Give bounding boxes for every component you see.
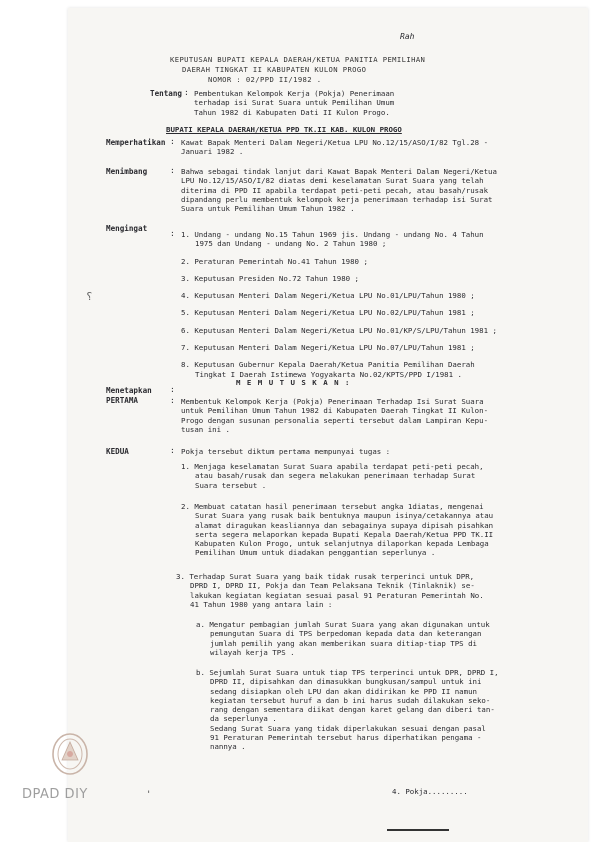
menimbang-label: Menimbang (106, 167, 148, 176)
list-item: a. Mengatur pembagian jumlah Surat Suara yang akan digunakan untuk (196, 620, 490, 629)
list-item: 4. Keputusan Menteri Dalam Negeri/Ketua LPU No.01/LPU/Tahun 1980 ; (181, 291, 475, 301)
menimbang-text: Bahwa sebagai tindak lanjut dari Kawat Bapak Menteri Dalam Negeri/Ketua LPU No.12/15/ASO/I/82 diatas demi keselamatan Surat Suara yang telah diterima di PPD II apabila terdapat peti-peti pecah, atau basah/rusak dipandang perlu membentuk kelompok kerja penerimaan terhadap isi Surat Suara untuk Pemilihan Umum Tahun 1982 . (181, 167, 497, 214)
corner-note: Rah (400, 32, 415, 41)
header-line-2: DAERAH TINGKAT II KABUPATEN KULON PROGO (182, 65, 367, 74)
header-line-1: KEPUTUSAN BUPATI KEPALA DAERAH/KETUA PANITIA PEMILIHAN (170, 55, 426, 64)
pertama-label: PERTAMA (106, 396, 139, 405)
kedua-subitem-a: a. Mengatur pembagian jumlah Surat Suara yang akan digunakan untuk pemungutan Suara di TPS berpedoman kepada data dan keterangan jumlah pemilih yang akan memberikan suara ditiap-tiap TPS di wilayah kerja TPS . (196, 620, 490, 657)
kedua-intro: Pokja tersebut diktum pertama mempunyai tugas : (181, 447, 391, 456)
official-line: BUPATI KEPALA DAERAH/KETUA PPD TK.II KAB. KULON PROGO (166, 125, 402, 134)
list-item: 8. Keputusan Gubernur Kepala Daerah/Ketua Panitia Pemilihan Daerah (181, 360, 475, 370)
ink-mark-icon: ' (146, 790, 152, 800)
tentang-colon: : (184, 88, 189, 97)
list-item: 2. Peraturan Pemerintah No.41 Tahun 1980 ; (181, 256, 368, 266)
memperhatikan-text: Kawat Bapak Menteri Dalam Negeri/Ketua LPU No.12/15/ASO/I/82 Tgl.28 - Januari 1982 . (181, 138, 489, 157)
kedua-item-3: 3. Terhadap Surat Suara yang baik tidak rusak terperinci untuk DPR, DPRD I, DPRD II, Pokja dan Team Pelaksana Teknik (Tinlaknik) se- lakukan kegiatan kegiatan sesuai pasal 91 Peraturan Pemerintah No. 41 Tahun 1980 yang antara lain : (176, 572, 484, 609)
memperhatikan-label: Memperhatikan (106, 138, 166, 147)
punch-hole-mark-icon: ⸮ (86, 290, 93, 303)
kedua-item-2: 2. Membuat catatan hasil penerimaan tersebut angka 1diatas, mengenai Surat Suara yang rusak baik bentuknya maupun isinya/cetakannya atau alamat diragukan keasliannya dan sebagainya supaya dipisah pisahkan serta segera melaporkan kepada Bupati Kepala Daerah/Ketua PPD TK.II Kabupaten Kulon Progo, untuk selanjutnya dilaporkan kepada Lembaga Pemilihan Umum untuk diadakan penggantian seperlunya . (181, 502, 494, 558)
list-item: 1. Undang - undang No.15 Tahun 1969 jis. Undang - undang No. 4 Tahun (181, 230, 484, 239)
list-item: b. Sejumlah Surat Suara untuk tiap TPS terperinci untuk DPR, DPRD I, (196, 668, 499, 677)
kedua-item-1: 1. Menjaga keselamatan Surat Suara apabila terdapat peti-peti pecah, atau basah/rusak dan segera melakukan penerimaan terhadap Surat Suara tersebut . (181, 462, 484, 490)
tentang-label: Tentang (150, 89, 183, 98)
list-item: 2. Membuat catatan hasil penerimaan tersebut angka 1diatas, mengenai (181, 502, 484, 511)
kedua-subitem-b: b. Sejumlah Surat Suara untuk tiap TPS terperinci untuk DPR, DPRD I, DPRD II, dipisahkan dan dimasukkan bungkusan/sampul untuk ini sedang disiapkan oleh LPU dan akan didirikan ke PPD II namun kegiatan tersebut huruf a dan b ini harus sudah dilakukan seko- rang dengan sementara diikat dengan karet gelang dan diberi tan- da seperlunya . Sedang Surat Suara yang tidak diperlakukan sesuai dengan pasal 91 Peraturan Pemerintah tersebut harus diperhatikan pengama - nannya . (196, 668, 499, 752)
list-item: 3. Terhadap Surat Suara yang baik tidak rusak terperinci untuk DPR, (176, 572, 475, 581)
decision-heading: M E M U T U S K A N : (236, 378, 351, 387)
mengingat-label: Mengingat (106, 224, 148, 233)
kedua-label: KEDUA (106, 447, 129, 456)
watermark: DPAD DIY (22, 787, 88, 802)
pertama-text: Membentuk Kelompok Kerja (Pokja) Penerimaan Terhadap Isi Surat Suara untuk Pemilihan Umum Tahun 1982 di Kabupaten Daerah Tingkat II Kulon- Progo dengan susunan personalia seperti tersebut dalam Lampiran Kepu- tusan ini . (181, 397, 489, 434)
list-item: 6. Keputusan Menteri Dalam Negeri/Ketua LPU No.01/KP/S/LPU/Tahun 1981 ; (181, 325, 497, 335)
continuation-note: 4. Pokja......... (392, 787, 468, 796)
tentang-text: Pembentukan Kelompok Kerja (Pokja) Penerimaan terhadap isi Surat Suara untuk Pemilihan Umum Tahun 1982 di Kabupaten Dati II Kulon Progo. (194, 89, 395, 117)
mengingat-list: 1. Undang - undang No.15 Tahun 1969 jis. Undang - undang No. 4 Tahun 1975 dan Undang - undang No. 2 Tahun 1980 ; 2. Peraturan Pemerintah No.41 Tahun 1980 ; 3. Keputusan Presiden No.72 Tahun 1980 ; 4. Keputusan Menteri Dalam Negeri/Ketua LPU No.01/LPU/Tahun 1980 ; 5. Keputusan Menteri Dalam Negeri/Ketua LPU No.02/LPU/Tahun 1981 ; 6. Keputusan Menteri Dalam Negeri/Ketua LPU No.01/KP/S/LPU/Tahun 1981 ; 7. Keputusan Menteri Dalam Negeri/Ketua LPU No.07/LPU/Tahun 1981 ; 8. Keputusan Gubernur Kepala Daerah/Ketua Panitia Pemilihan Daerah Tingkat I Daerah Istimewa Yogyakarta No.02/KPTS/PPD I/1981 . (181, 230, 497, 379)
bottom-rule (387, 829, 449, 831)
list-item: 1. Menjaga keselamatan Surat Suara apabila terdapat peti-peti pecah, (181, 462, 484, 471)
header-line-3: NOMOR : 02/PPD II/1982 . (208, 75, 322, 84)
menetapkan-label: Menetapkan (106, 386, 152, 395)
archive-seal-icon (50, 732, 90, 776)
list-item: 3. Keputusan Presiden No.72 Tahun 1980 ; (181, 273, 359, 283)
list-item: 7. Keputusan Menteri Dalam Negeri/Ketua LPU No.07/LPU/Tahun 1981 ; (181, 343, 475, 353)
list-item: 5. Keputusan Menteri Dalam Negeri/Ketua LPU No.02/LPU/Tahun 1981 ; (181, 308, 475, 318)
